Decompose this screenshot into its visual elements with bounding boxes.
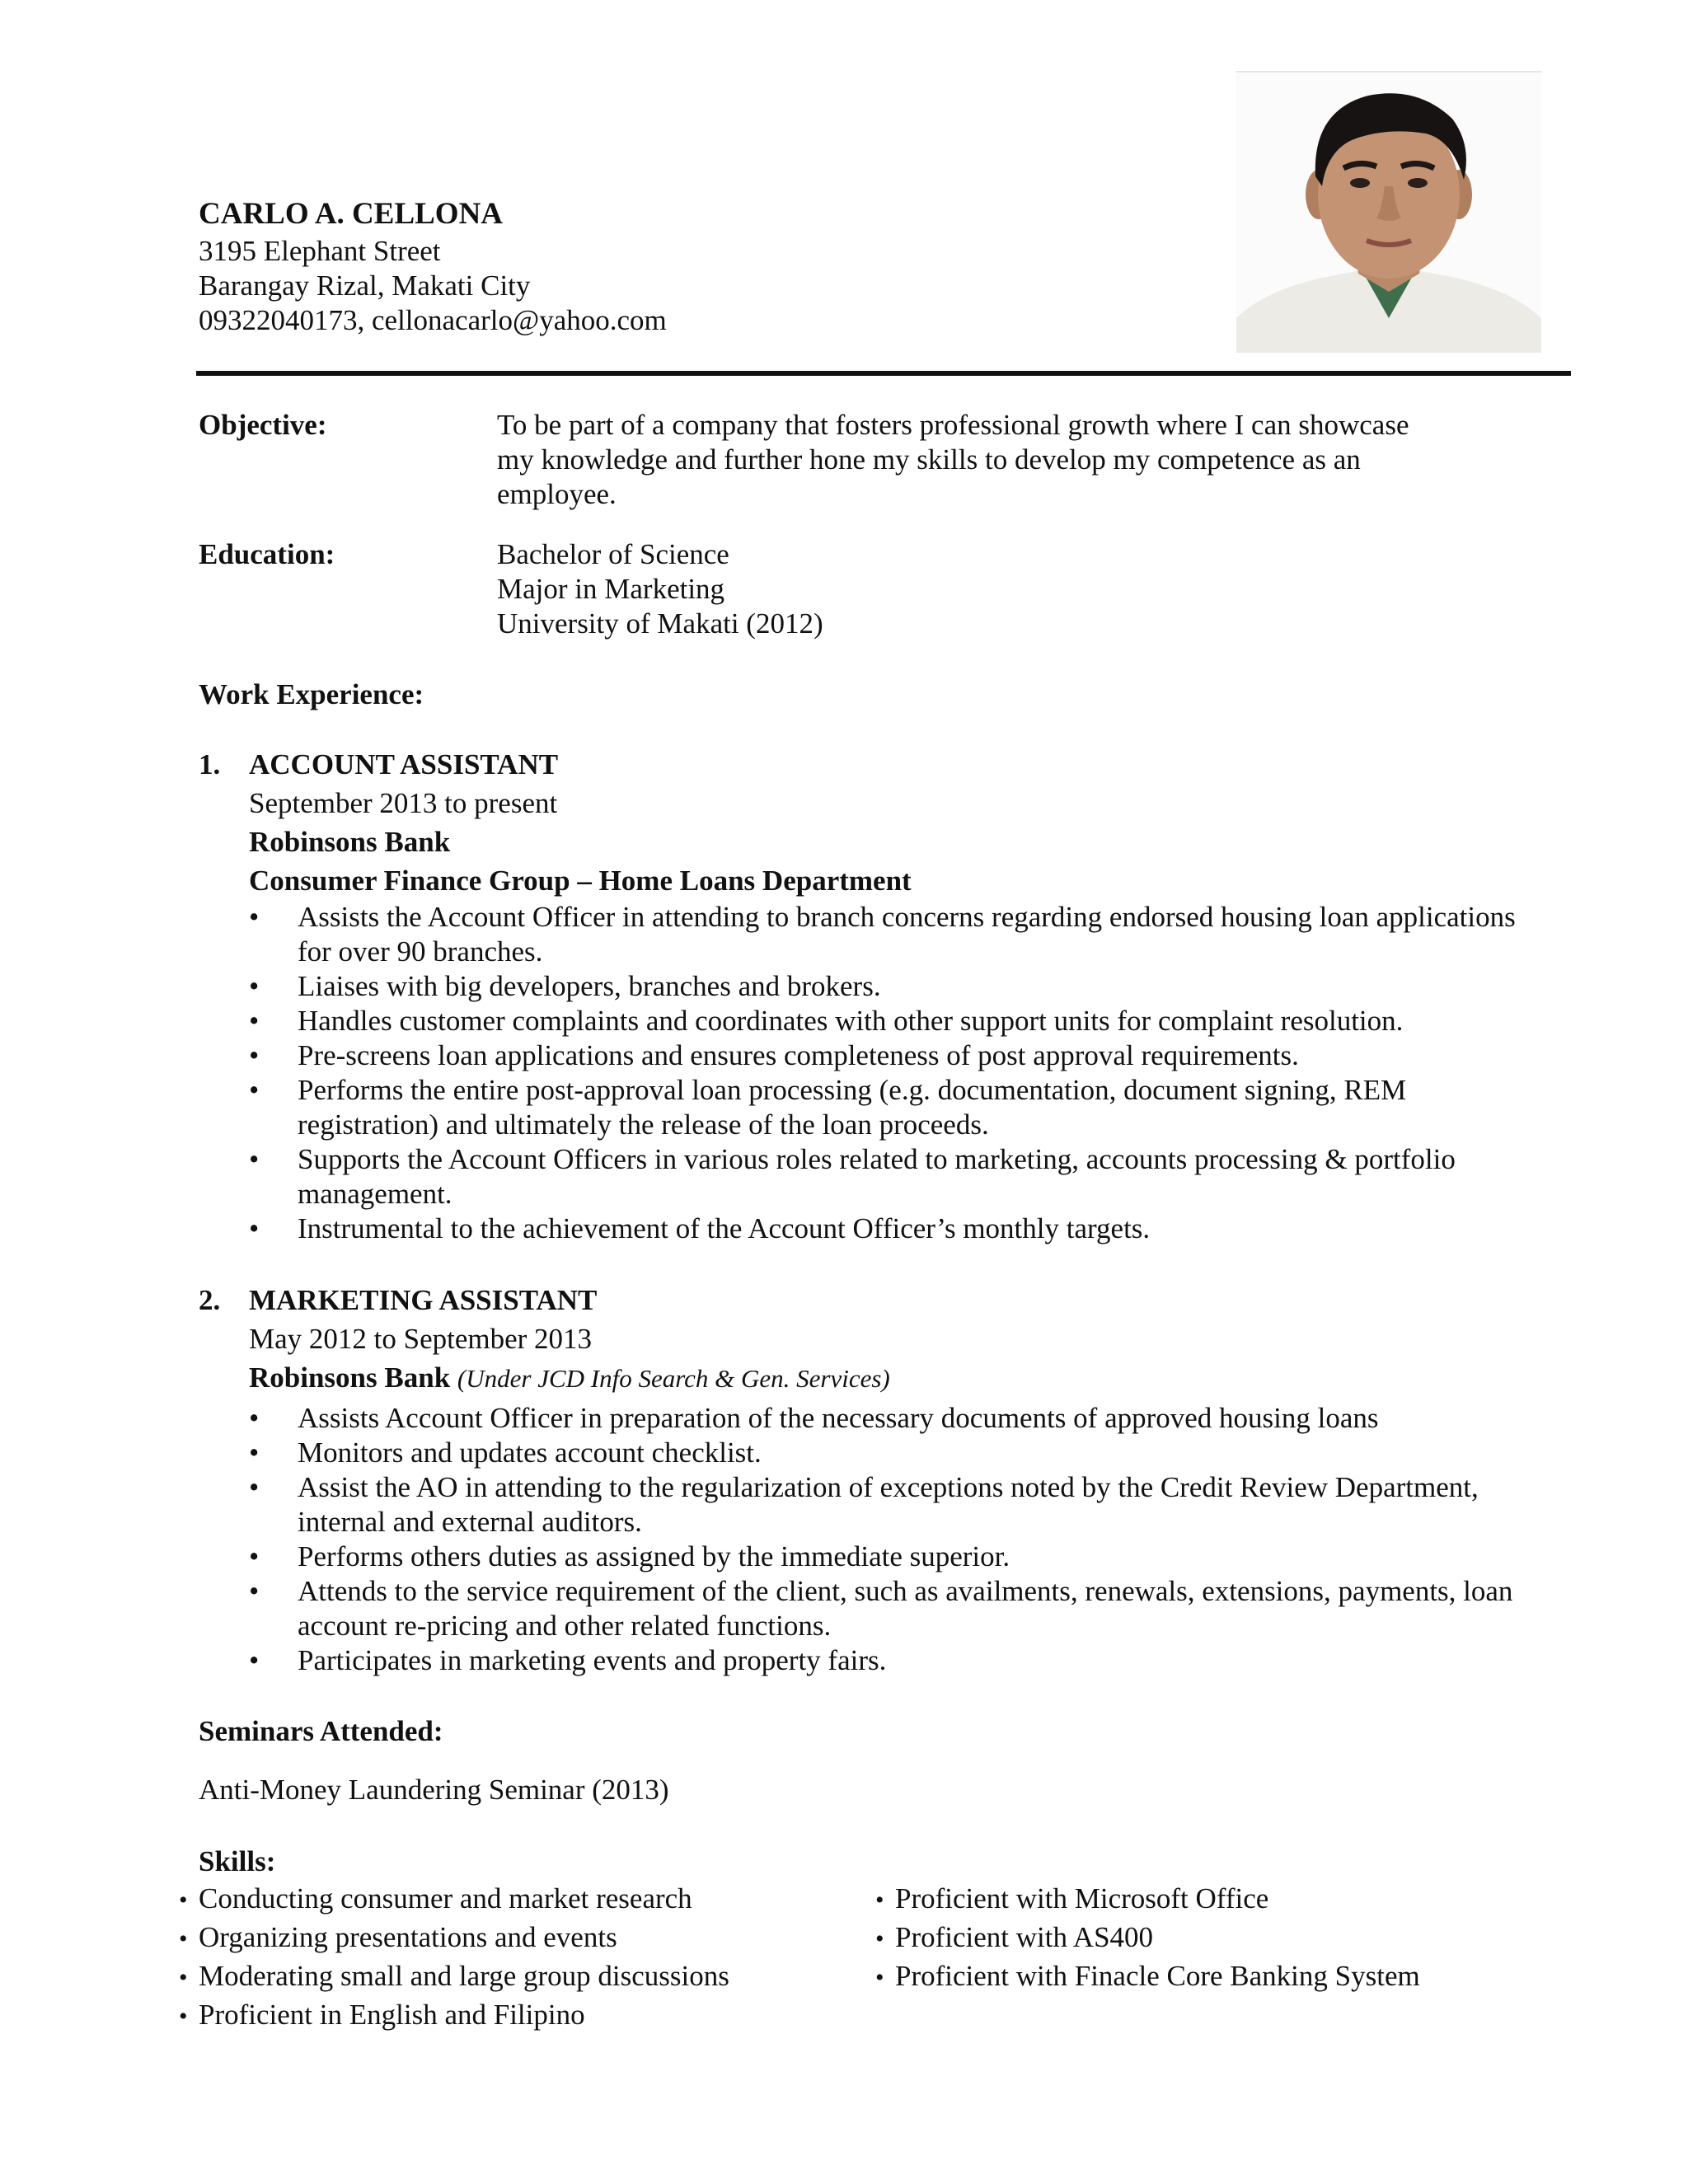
job-duties-list xyxy=(249,900,1534,1246)
applicant-name: CARLO A. CELLONA xyxy=(199,197,504,231)
list-item: • Instrumental to the achievement of the Account Officer’s monthly targets. xyxy=(249,1212,1151,1244)
bullet-icon: • xyxy=(249,1039,260,1071)
job-company-note: (Under JCD Info Search & Gen. Services) xyxy=(457,1364,890,1393)
contact-line: 09322040173, cellonacarlo@yahoo.com xyxy=(199,304,667,336)
bullet-icon: • xyxy=(249,1074,260,1106)
skill-item: • Moderating small and large group discussions xyxy=(179,1957,729,1996)
job-header xyxy=(249,1281,890,1398)
skills-list-right xyxy=(875,1880,1420,1996)
objective-text xyxy=(497,408,1409,512)
job-dates: September 2013 to present xyxy=(249,787,558,819)
list-item: • Attends to the service requirement of the client, such as availments, renewals, extensions, payments, loan account re-pricing and other related functions. xyxy=(249,1575,1513,1642)
job-company-line xyxy=(249,1358,890,1398)
objective-line: my knowledge and further hone my skills to develop my competence as an xyxy=(497,443,1361,476)
seminars-label: Seminars Attended: xyxy=(199,1715,443,1747)
skill-item: • Proficient with AS400 xyxy=(875,1919,1420,1957)
education-line: University of Makati (2012) xyxy=(497,607,823,640)
list-item: • Assist the AO in attending to the regularization of exceptions noted by the Credit Review Department, internal and external auditors. xyxy=(249,1471,1479,1538)
bullet-icon: • xyxy=(179,2003,188,2030)
objective-line: To be part of a company that fosters professional growth where I can showcase xyxy=(497,409,1409,441)
job-duties-list xyxy=(249,1401,1534,1678)
bullet-icon: • xyxy=(249,1644,260,1676)
skill-item: • Organizing presentations and events xyxy=(179,1919,729,1957)
job-number: 1. xyxy=(199,748,221,780)
skill-item: • Conducting consumer and market research xyxy=(179,1880,729,1919)
bullet-icon: • xyxy=(249,1471,260,1503)
bullet-icon: • xyxy=(875,1886,884,1914)
header-divider xyxy=(196,371,1571,376)
list-item: • Handles customer complaints and coordinates with other support units for complaint resolution. xyxy=(249,1005,1404,1037)
skill-item: • Proficient with Microsoft Office xyxy=(875,1880,1420,1919)
job-title: MARKETING ASSISTANT xyxy=(249,1284,598,1316)
bullet-icon: • xyxy=(249,970,260,1002)
education-text xyxy=(497,537,823,641)
bullet-icon: • xyxy=(249,901,260,933)
job-number: 2. xyxy=(199,1284,221,1316)
list-item: • Performs others duties as assigned by the immediate superior. xyxy=(249,1540,1010,1572)
objective-label: Objective: xyxy=(199,409,327,441)
list-item: • Participates in marketing events and property fairs. xyxy=(249,1644,887,1676)
skill-item: • Proficient in English and Filipino xyxy=(179,1996,729,2035)
bullet-icon: • xyxy=(249,1540,260,1572)
list-item: • Pre-screens loan applications and ensures completeness of post approval requirements. xyxy=(249,1039,1299,1071)
list-item: • Liaises with big developers, branches and brokers. xyxy=(249,970,881,1002)
address-line-2: Barangay Rizal, Makati City xyxy=(199,269,531,302)
education-line: Major in Marketing xyxy=(497,573,725,605)
job-company: Robinsons Bank xyxy=(249,1361,451,1394)
bullet-icon: • xyxy=(875,1925,884,1952)
bullet-icon: • xyxy=(179,1886,188,1914)
list-item: • Assists Account Officer in preparation of the necessary documents of approved housing loans xyxy=(249,1402,1379,1434)
contact-block xyxy=(199,234,667,338)
skills-list-left xyxy=(179,1880,729,2035)
seminar-item: Anti-Money Laundering Seminar (2013) xyxy=(199,1774,669,1806)
bullet-icon: • xyxy=(249,1143,260,1175)
bullet-icon: • xyxy=(249,1402,260,1434)
bullet-icon: • xyxy=(179,1925,188,1952)
job-header xyxy=(249,745,912,900)
job-company: Robinsons Bank xyxy=(249,826,451,858)
job-dates: May 2012 to September 2013 xyxy=(249,1323,593,1355)
bullet-icon: • xyxy=(249,1005,260,1037)
skill-item: • Proficient with Finacle Core Banking System xyxy=(875,1957,1420,1996)
list-item: • Supports the Account Officers in various roles related to marketing, accounts processing & portfolio management. xyxy=(249,1143,1456,1210)
bullet-icon: • xyxy=(875,1964,884,1991)
bullet-icon: • xyxy=(249,1575,260,1607)
skills-label: Skills: xyxy=(199,1845,276,1877)
objective-line: employee. xyxy=(497,478,617,510)
bullet-icon: • xyxy=(249,1436,260,1469)
list-item: • Performs the entire post-approval loan processing (e.g. documentation, document signing, REM registration) and ultimately the release of the loan proceeds. xyxy=(249,1074,1407,1141)
address-line-1: 3195 Elephant Street xyxy=(199,235,441,267)
bullet-icon: • xyxy=(249,1212,260,1244)
job-department: Consumer Finance Group – Home Loans Department xyxy=(249,865,912,897)
list-item: • Assists the Account Officer in attending to branch concerns regarding endorsed housing loan applications for over 90 branches. xyxy=(249,901,1516,968)
profile-photo xyxy=(1236,71,1541,353)
list-item: • Monitors and updates account checklist. xyxy=(249,1436,762,1469)
job-title: ACCOUNT ASSISTANT xyxy=(249,748,559,780)
education-label: Education: xyxy=(199,538,335,570)
work-experience-label: Work Experience: xyxy=(199,678,424,710)
bullet-icon: • xyxy=(179,1964,188,1991)
education-line: Bachelor of Science xyxy=(497,538,729,570)
